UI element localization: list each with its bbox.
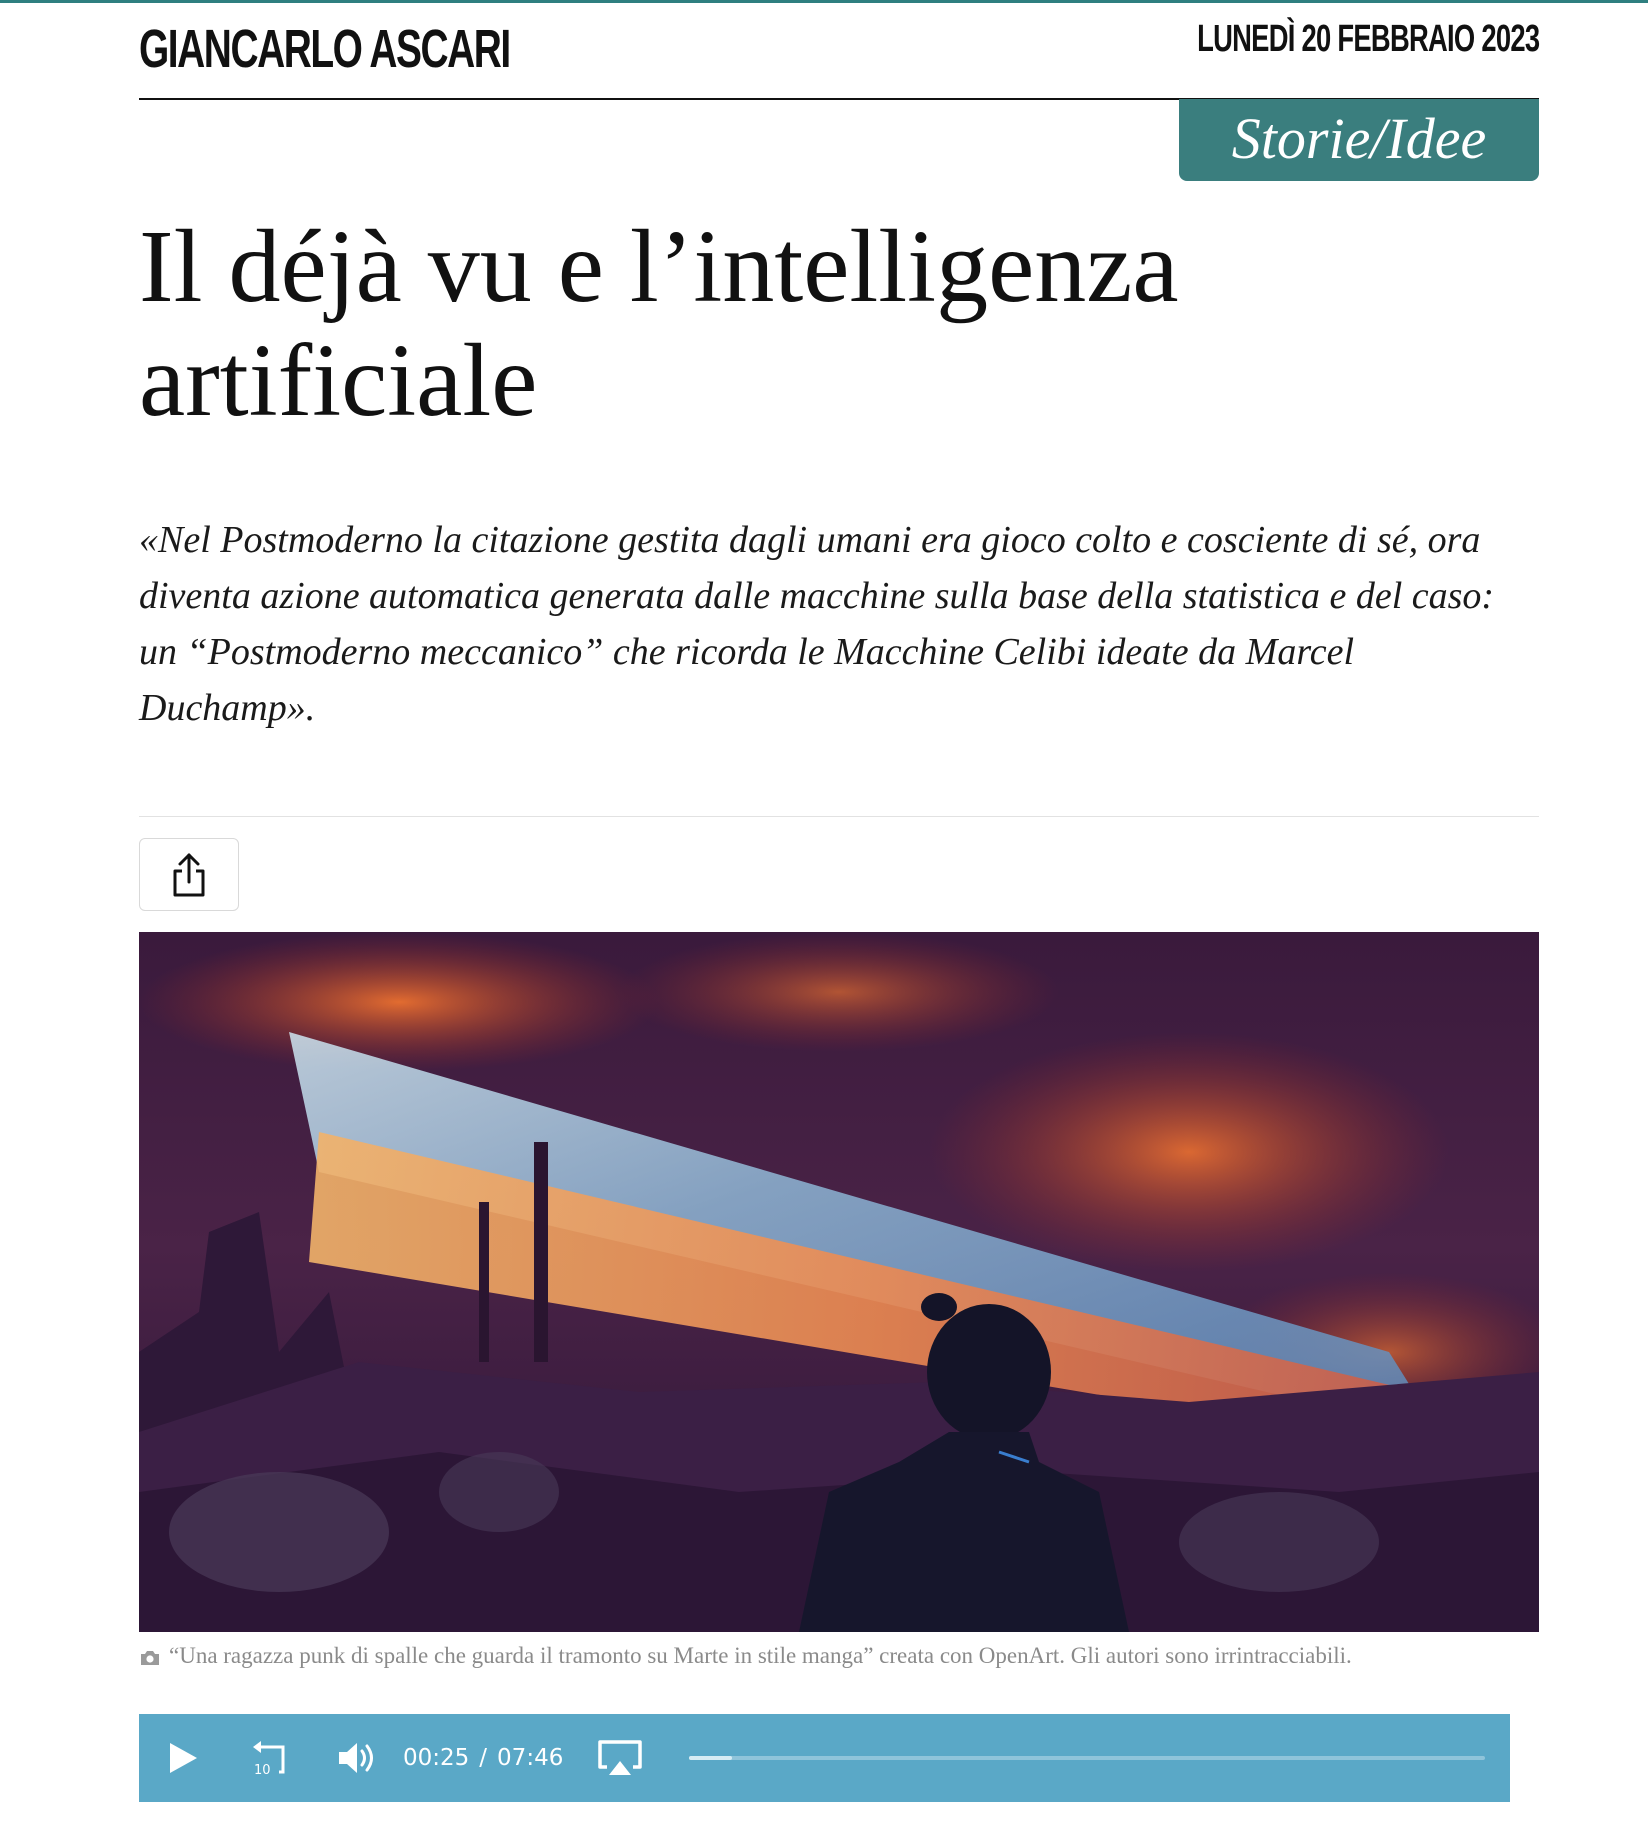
author-name[interactable]: GIANCARLO ASCARI [139, 19, 510, 79]
article-lead: «Nel Postmoderno la citazione gestita dagli umani era gioco colto e cosciente di sé, ora diventa azione automatica generata dalle macchine sulla base della statistica e del caso: un “Postmoderno meccanico” che ricorda le Macchine Celibi ideate da Marcel Duchamp». [139, 519, 1495, 729]
audio-player [139, 1714, 1510, 1802]
rewind-button[interactable] [249, 1714, 289, 1802]
caption-text: “Una ragazza punk di spalle che guarda il tramonto su Marte in stile manga” creata con OpenArt. Gli autori sono irrintracciabili. [169, 1643, 1352, 1668]
camera-icon [139, 1649, 161, 1667]
divider [139, 816, 1539, 817]
share-button[interactable] [139, 838, 239, 911]
time-display [403, 1714, 563, 1802]
article-title: Il déjà vu e l’intelligenza artificiale [139, 209, 1179, 438]
play-icon [167, 1741, 199, 1775]
duration: 07:46 [497, 1745, 564, 1771]
time-separator: / [479, 1745, 488, 1771]
rewind-10-icon [249, 1738, 289, 1778]
airplay-icon [597, 1739, 643, 1777]
volume-icon [337, 1740, 379, 1776]
page-header [139, 14, 1539, 100]
play-button[interactable] [167, 1714, 199, 1802]
progress-slider[interactable] [689, 1756, 1485, 1760]
hero-image [139, 932, 1539, 1632]
volume-button[interactable] [337, 1714, 379, 1802]
current-time: 00:25 [403, 1745, 470, 1771]
image-caption [139, 1642, 1539, 1670]
progress-fill [689, 1756, 732, 1760]
top-accent-line [0, 0, 1648, 3]
section-tag[interactable]: Storie/Idee [1179, 99, 1539, 181]
airplay-button[interactable] [597, 1714, 643, 1802]
rewind-seconds: 10 [254, 1763, 271, 1778]
publication-date: LUNEDÌ 20 FEBBRAIO 2023 [1196, 18, 1539, 60]
share-icon [169, 852, 209, 898]
